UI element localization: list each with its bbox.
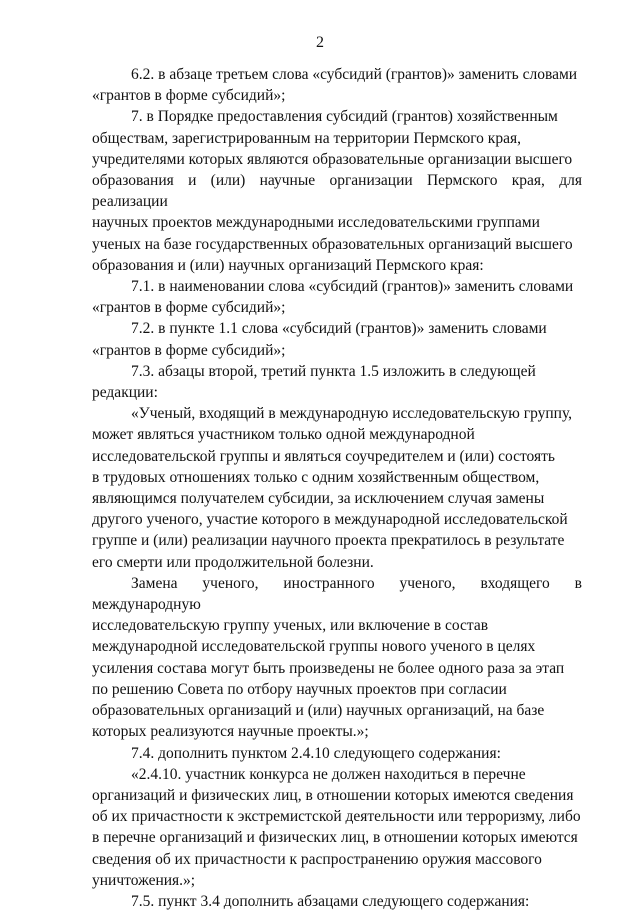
page-number: 2 bbox=[316, 34, 324, 51]
paragraph-7-4: 7.4. дополнить пунктом 2.4.10 следующего содержания: bbox=[131, 744, 501, 762]
paragraph-quote-2-4-10: «2.4.10. участник конкурса не должен находиться в перечне организаций и физических лиц, в отношении которых имеются сведения об их причастности к экстремистской деятельности или терроризму, либо в перечне организаций и физических лиц, в отношении которых имеются сведения об их причастности к распространению оружия массового уничтожения.»; bbox=[92, 765, 581, 889]
paragraph-7-5: 7.5. пункт 3.4 дополнить абзацами следующего содержания: bbox=[131, 892, 530, 910]
document-body bbox=[92, 64, 582, 912]
paragraph-7: 7. в Порядке предоставления субсидий (грантов) хозяйственным обществам, зарегистрированным на территории Пермского края, учредителями которых являются образовательные организации высшего образования и (или) научные организации Пермского края, для реализации научных проектов международными исследовательскими группами ученых на базе государственных образовательных организаций высшего образования и (или) научных организаций Пермского края: bbox=[92, 108, 582, 274]
paragraph-7-3: 7.3. абзацы второй, третий пункта 1.5 изложить в следующей редакции: bbox=[92, 362, 536, 402]
paragraph-7-2: 7.2. в пункте 1.1 слова «субсидий (грантов)» заменить словами «грантов в форме субсидий»; bbox=[92, 320, 547, 359]
paragraph-7-1: 7.1. в наименовании слова «субсидий (грантов)» заменить словами «грантов в форме субсидий»; bbox=[92, 278, 574, 317]
paragraph-quote-replacement: Замена ученого, иностранного ученого, входящего в международную исследовательскую группу ученых, или включение в состав международной исследовательской группы нового ученого в целях усиления состава могут быть произведены не более одного раза за этап по решению Совета по отбору научных проектов при согласии образовательных организаций и (или) научных организаций, на базе которых реализуются научные проекты.»; bbox=[92, 574, 582, 741]
paragraph-quote-scientist: «Ученый, входящий в международную исследовательскую группу, может являться участником только одной международной исследовательской группы и являться соучредителем и (или) состоять в трудовых отношениях только с одним хозяйственным обществом, являющимся получателем субсидии, за исключением случая замены другого ученого, участие которого в международной исследовательской группе и (или) реализации научного проекта прекратилось в результате его смерти или продолжительной болезни. bbox=[92, 405, 573, 571]
paragraph-6-2: 6.2. в абзаце третьем слова «субсидий (грантов)» заменить словами «грантов в форме субсидий»; bbox=[92, 66, 578, 105]
